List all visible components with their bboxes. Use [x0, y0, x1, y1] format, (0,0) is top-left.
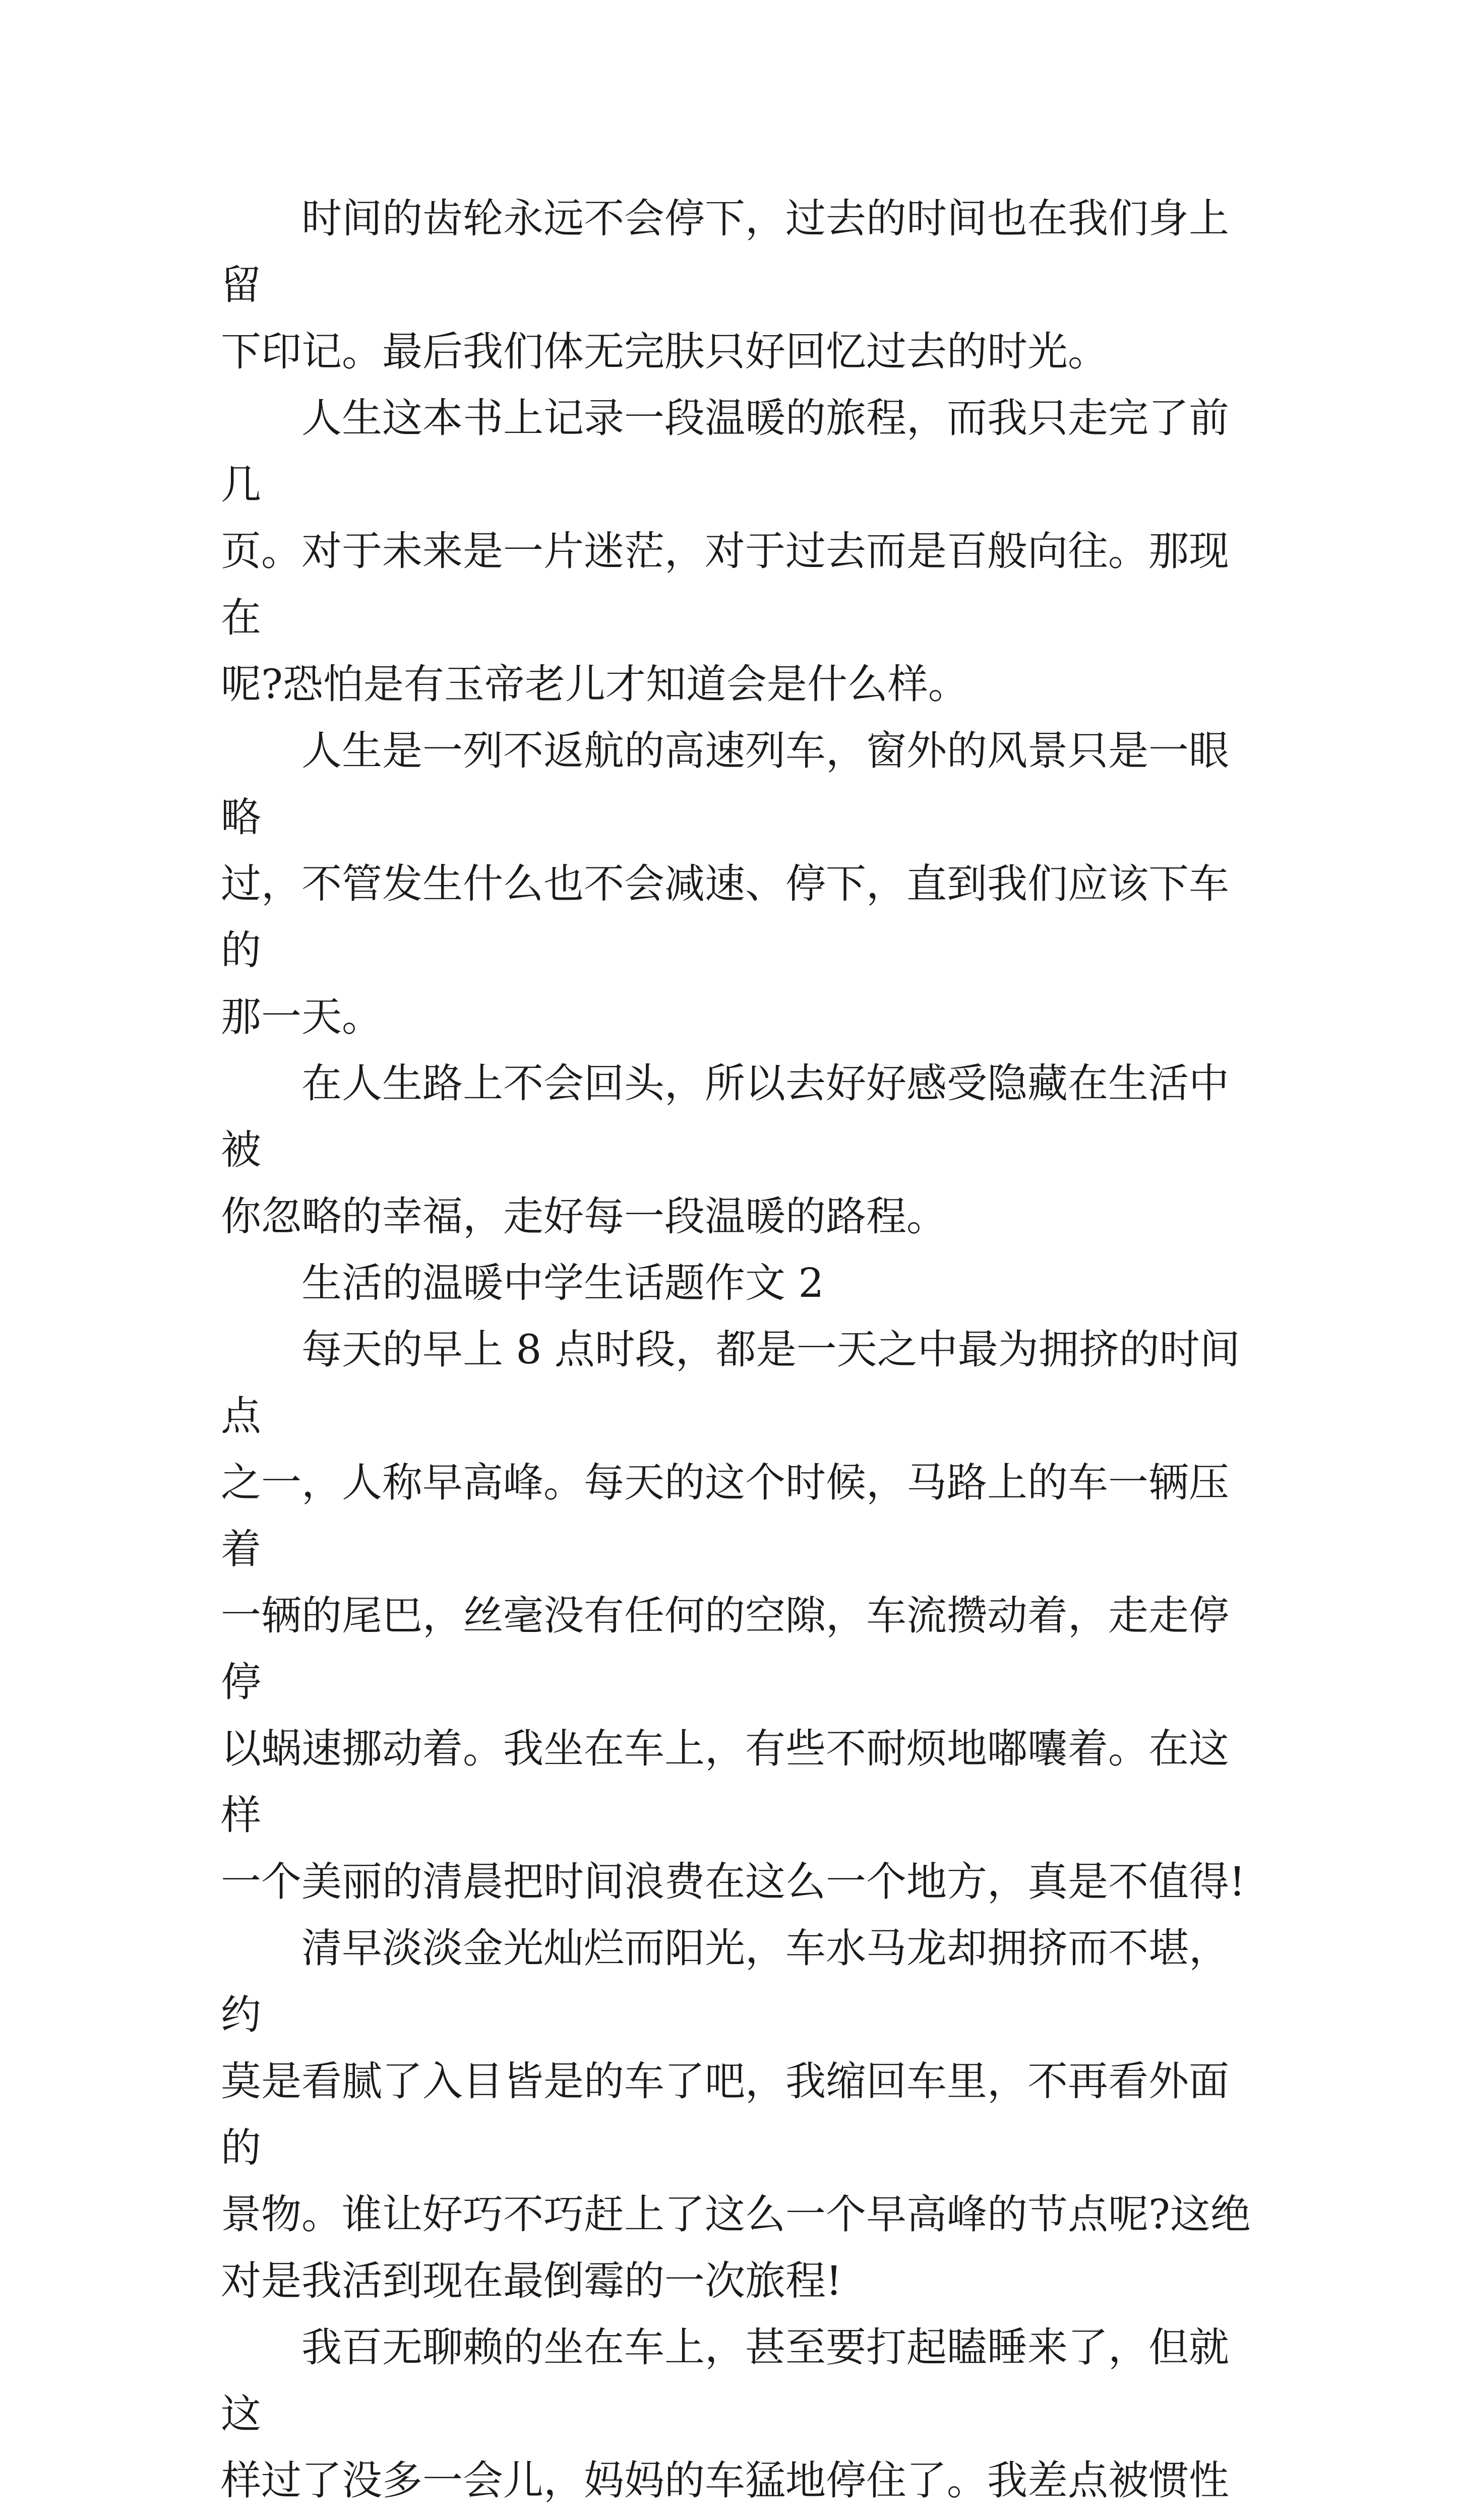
paragraph-2: 人生这本书上记录一段温暖的旅程，而我只走完了前几 页。对于未来是一片迷茫，对于过去而是百般向往。那现在 呢?恐怕是有玉帝老儿才知道会是什么样。: [221, 395, 1229, 708]
paragraph-7: 我百无聊赖的坐在车上，甚至要打起瞌睡来了，但就这 样过了没多一会儿，妈妈的车猛地停住了。我差点被惯性: [221, 2324, 1229, 2504]
essay-title: 生活的温暖中学生话题作文 2: [301, 1259, 824, 1306]
document-body: [221, 185, 1259, 2520]
paragraph-3: 人生是一列不返航的高速列车，窗外的风景只是一眼略 过，不管发生什么也不会减速、停下，直到我们应该下车的 那一天。: [221, 727, 1229, 1040]
paragraph-1: 时间的齿轮永远不会停下，过去的时间也在我们身上留 下印记。最后我们体无完肤只好回忆过去的时光。: [221, 195, 1229, 375]
paragraph-6: 清早淡淡金光灿烂而阳光，车水马龙却拥挤而不堪，约 莫是看腻了入目皆是的车了吧，我缩回车里，不再看外面的 景物。谁让好巧不巧赶上了这么一个早高峰的节点呢?这绝 对是我活到现在最倒霉的一次旅程!: [221, 1925, 1251, 2304]
paragraph-4: 在人生路上不会回头，所以去好好感受隐藏在生活中被 你忽略的幸福，走好每一段温暖的路程。: [221, 1060, 1229, 1240]
paragraph-5: 每天的早上 8 点时段，都是一天之中最为拥挤的时间点 之一，人称早高峰。每天的这个时候，马路上的车一辆压着 一辆的尾巴，丝毫没有任何的空隙，车流攒动着，走走停停 以蜗速挪动着。我坐在车上，有些不耐烦地嘟囔着。在这样 一个美丽的清晨把时间浪费在这么一个地方，真是不值得!: [221, 1326, 1246, 1905]
